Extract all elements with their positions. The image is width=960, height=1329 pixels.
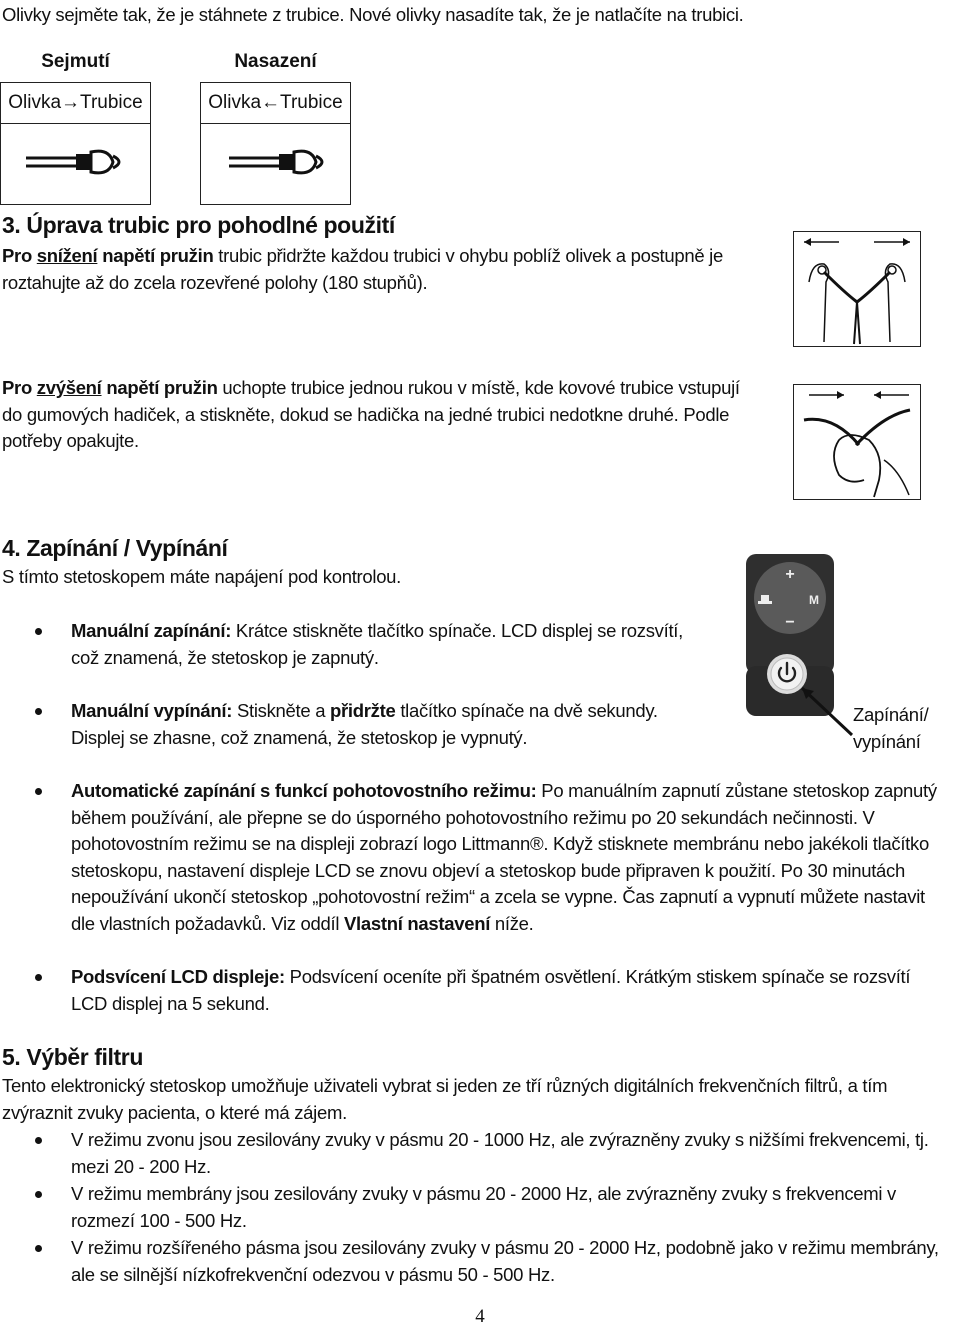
- mode-m-icon: M: [809, 593, 819, 607]
- list-item: V režimu zvonu jsou zesilovány zvuky v pásmu 20 - 1000 Hz, ale zvýrazněny zvuky s nižšími frekvencemi, tj. mezi 20 - 200 Hz.: [0, 1127, 958, 1180]
- minus-icon: −: [785, 614, 795, 631]
- increase-tension-figure: [793, 384, 921, 500]
- col-header-removal: Sejmutí: [41, 51, 110, 72]
- squeeze-tubes-icon: [794, 385, 920, 499]
- section-5-intro: Tento elektronický stetoskop umožňuje uživateli vybrat si jeden ze tří různých digitálních frekvenčních filtrů, a tím zvýraznit zvuky pacienta, o které má zájem.: [2, 1075, 888, 1123]
- section-4-subtitle: S tímto stetoskopem máte napájení pod kontrolou.: [2, 566, 402, 587]
- eartip-tube-icon: [21, 142, 131, 182]
- section-3-title: 3. Úprava trubic pro pohodlné použití: [2, 212, 395, 238]
- intro-text: Olivky sejměte tak, že je stáhnete z trubice. Nové olivky nasadíte tak, že je natlačíte na trubici.: [2, 4, 744, 25]
- page-number: 4: [475, 1306, 485, 1327]
- olive-table: [0, 42, 351, 205]
- spread-tubes-icon: [794, 232, 920, 346]
- device-illustration: [740, 550, 850, 720]
- eartip-tube-icon: [221, 142, 331, 182]
- col-header-attach: Nasazení: [234, 51, 317, 72]
- list-item: Manuální vypínání: Stiskněte a přidržte tlačítko spínače na dvě sekundy. Displej se zhasne, což znamená, že stetoskop je vypnutý.: [0, 698, 700, 751]
- section-3-para-2: Pro zvýšení napětí pružin uchopte trubice jednou rukou v místě, kde kovové trubice vstupují do gumových hadiček, a stiskněte, dokud se hadička na jedné trubici nedotkne druhé. Podle potřeby opakujte.: [2, 377, 740, 451]
- decrease-tension-figure: [793, 231, 921, 347]
- section-5-title: 5. Výběr filtru: [2, 1044, 143, 1070]
- section-4-title: 4. Zapínání / Vypínání: [2, 535, 228, 561]
- section-3-para-1: Pro snížení napětí pružin trubic přidržte každou trubici v ohybu poblíž olivek a postupně je roztahujte až do zcela rozevřené polohy (180 stupňů).: [2, 245, 723, 293]
- power-list-b: [0, 778, 950, 1017]
- removal-diagram: [1, 124, 151, 205]
- list-item: Automatické zapínání s funkcí pohotovostního režimu: Po manuálním zapnutí zůstane stetoskop zapnutý během používání, ale přepne se do úsporného pohotovostního režimu po 20 sekundách nečinnosti. V pohotovostním režimu se na displeji zobrazí logo Littmann®. Když stisknete membránu nebo jakékoli tlačítko stetoskopu, nastavení displeje LCD se znovu objeví a stetoskop bude připraven k použití. Po 30 minutách nepoužívání ukončí stetoskop „pohotovostní režim“ a zcela se vypne. Čas zapnutí a vypnutí můžete nastavit dle vlastních požadavků. Viz oddíl Vlastní nastavení níže.: [0, 778, 950, 937]
- power-callout: Zapínání/ vypínání: [853, 704, 929, 752]
- removal-label: Olivka→Trubice: [1, 83, 151, 124]
- list-item: V režimu rozšířeného pásma jsou zesilovány zvuky v pásmu 20 - 2000 Hz, podobně jako v režimu membrány, ale se silnější nízkofrekvenční odezvou v pásmu 50 - 500 Hz.: [0, 1235, 958, 1288]
- attach-diagram: [201, 124, 351, 205]
- filter-list: [0, 1127, 958, 1288]
- list-item: Manuální zapínání: Krátce stiskněte tlačítko spínače. LCD displej se rozsvítí, což znamená, že stetoskop je zapnutý.: [0, 618, 700, 671]
- list-item: Podsvícení LCD displeje: Podsvícení oceníte při špatném osvětlení. Krátkým stiskem spínače se rozsvítí LCD displej na 5 sekund.: [0, 964, 950, 1017]
- power-list-a: [0, 618, 700, 751]
- plus-icon: +: [785, 566, 795, 583]
- list-item: V režimu membrány jsou zesilovány zvuky v pásmu 20 - 2000 Hz, ale zvýrazněny zvuky s frekvencemi v rozmezí 100 - 500 Hz.: [0, 1181, 958, 1234]
- attach-label: Olivka←Trubice: [201, 83, 351, 124]
